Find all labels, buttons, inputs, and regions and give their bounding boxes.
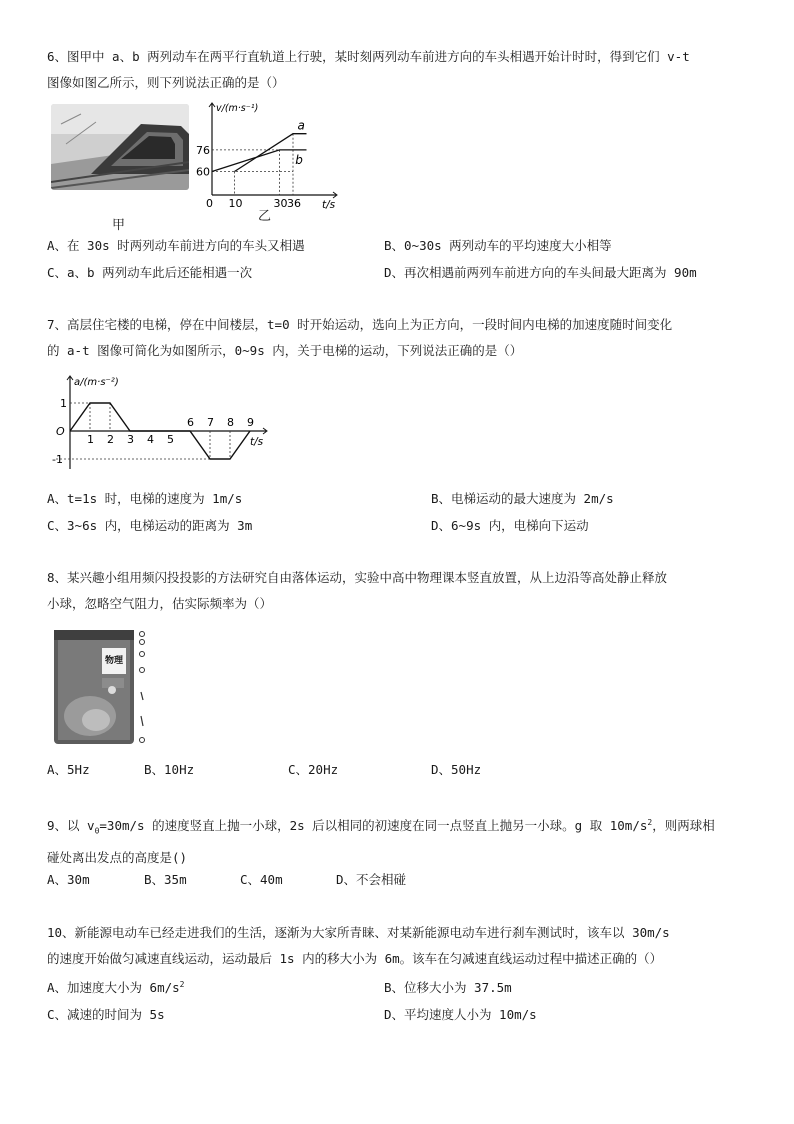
q6-x-axis-label: t/s xyxy=(322,199,336,211)
book-title: 物理 xyxy=(104,656,123,666)
train-photo xyxy=(51,104,189,190)
question-7-line-1: 7、高层住宅楼的电梯，停在中间楼层，t=0 时开始运动，选向上为正方向，一段时间内电梯的加速度随时间变化 xyxy=(47,317,673,332)
q6-vt-chart xyxy=(196,100,346,212)
q10-option-a-superscript: 2 xyxy=(179,979,185,989)
q6-y-tick-label: 76 xyxy=(196,143,210,157)
question-8-line-2: 小球，忽略空气阻力，估实际频率为（） xyxy=(47,596,273,611)
question-9-line-2: 碰处离出发点的高度是() xyxy=(47,849,188,865)
q10-option-a[interactable] xyxy=(47,978,184,996)
question-8-stem xyxy=(47,565,759,617)
q7-y-tick-label: -1 xyxy=(52,453,63,466)
q8-option-a[interactable]: A、5Hz xyxy=(47,762,90,777)
question-7-line-2: 的 a-t 图像可简化为如图所示，0~9s 内，关于电梯的运动，下列说法正确的是（） xyxy=(47,343,523,358)
q8-option-b[interactable]: B、10Hz xyxy=(144,762,195,777)
question-9-line-1 xyxy=(47,810,759,845)
question-6-line-2: 图像如图乙所示，则下列说法正确的是（） xyxy=(47,75,285,90)
q7-option-d[interactable]: D、6~9s 内，电梯向下运动 xyxy=(431,518,589,533)
q6-option-c[interactable]: C、a、b 两列动车此后还能相遇一次 xyxy=(47,265,253,280)
q9-option-b[interactable]: B、35m xyxy=(144,872,187,887)
q8-option-d[interactable]: D、50Hz xyxy=(431,762,482,777)
q6-y-axis-label: v/(m·s⁻¹) xyxy=(216,103,259,114)
question-9-stem xyxy=(47,810,759,871)
q6-option-b[interactable]: B、0~30s 两列动车的平均速度大小相等 xyxy=(384,238,612,253)
figure-yi-label: 乙 xyxy=(258,209,272,224)
q7-at-chart xyxy=(50,373,272,473)
question-7-stem xyxy=(47,312,759,364)
q6-option-a[interactable]: A、在 30s 时两列动车前进方向的车头又相遇 xyxy=(47,238,305,253)
question-6-line-1: 6、图甲中 a、b 两列动车在两平行直轨道上行驶，某时刻两列动车前进方向的车头相遇开始计时时，得到它们 v-t xyxy=(47,49,690,64)
q7-option-a[interactable]: A、t=1s 时，电梯的速度为 1m/s xyxy=(47,491,243,506)
q9-subscript: 0 xyxy=(94,826,100,836)
q7-y-tick-label: 1 xyxy=(60,397,67,410)
q9-option-a[interactable]: A、30m xyxy=(47,872,90,887)
question-10-line-1: 10、新能源电动车已经走进我们的生活，逐渐为大家所青睐、对某新能源电动车进行刹车测试时，该车以 30m/s xyxy=(47,925,670,940)
q6-x-tick-label: 30 xyxy=(273,197,288,210)
q7-x-tick-label: 6 xyxy=(187,416,194,429)
q9-superscript: 2 xyxy=(647,818,653,827)
q10-option-d[interactable]: D、平均速度人小为 10m/s xyxy=(384,1007,537,1022)
q6-origin-label: 0 xyxy=(206,197,213,210)
q7-x-tick-label: 1 xyxy=(87,433,94,446)
q6-x-tick-label: 10 xyxy=(228,197,243,210)
q6-series-b-label: b xyxy=(295,152,303,167)
q7-x-axis-label: t/s xyxy=(250,436,264,448)
q7-x-tick-label: 9 xyxy=(247,416,254,429)
q7-x-tick-label: 4 xyxy=(147,433,154,446)
q7-x-tick-label: 2 xyxy=(107,433,114,446)
q9-text-mid: =30m/s 的速度竖直上抛一小球，2s 后以相同的初速度在同一点竖直上抛另一小球。g 取 10m/s xyxy=(99,818,648,834)
q7-origin-label: O xyxy=(56,425,65,438)
q6-series-b-line xyxy=(212,150,307,172)
q9-text-pre: 9、以 v xyxy=(47,818,95,834)
q7-x-tick-label: 7 xyxy=(207,416,214,429)
strobe-photo xyxy=(50,628,150,746)
q6-series-a-label: a xyxy=(297,118,305,133)
q7-y-axis-label: a/(m·s⁻²) xyxy=(74,377,119,388)
question-6-stem xyxy=(47,44,759,96)
q10-option-c[interactable]: C、减速的时间为 5s xyxy=(47,1007,165,1022)
figure-jia-label: 甲 xyxy=(112,218,126,233)
q9-text-post: ，则两球相 xyxy=(652,818,715,834)
q7-x-tick-label: 5 xyxy=(167,433,174,446)
q6-x-tick-label: 36 xyxy=(287,197,301,210)
question-10-line-2: 的速度开始做匀减速直线运动，运动最后 1s 内的移大小为 6m。该车在匀减速直线运动过程中描述正确的（） xyxy=(47,951,663,966)
q9-option-c[interactable]: C、40m xyxy=(240,872,283,887)
q6-option-d[interactable]: D、再次相遇前两列车前进方向的车头间最大距离为 90m xyxy=(384,265,697,280)
q7-option-c[interactable]: C、3~6s 内，电梯运动的距离为 3m xyxy=(47,518,253,533)
q7-option-b[interactable]: B、电梯运动的最大速度为 2m/s xyxy=(431,491,614,506)
q10-option-b[interactable]: B、位移大小为 37.5m xyxy=(384,980,512,995)
q7-x-tick-label: 3 xyxy=(127,433,134,446)
q7-x-tick-label: 8 xyxy=(227,416,234,429)
question-8-line-1: 8、某兴趣小组用频闪投投影的方法研究自由落体运动，实验中高中物理课本竖直放置，从上边沿等高处静止释放 xyxy=(47,570,668,585)
q8-option-c[interactable]: C、20Hz xyxy=(288,762,339,777)
q9-option-d[interactable]: D、不会相碰 xyxy=(336,872,407,887)
q10-option-a-text: A、加速度大小为 6m/s xyxy=(47,980,180,995)
q6-y-tick-label: 60 xyxy=(196,165,210,179)
question-10-stem xyxy=(47,920,759,972)
